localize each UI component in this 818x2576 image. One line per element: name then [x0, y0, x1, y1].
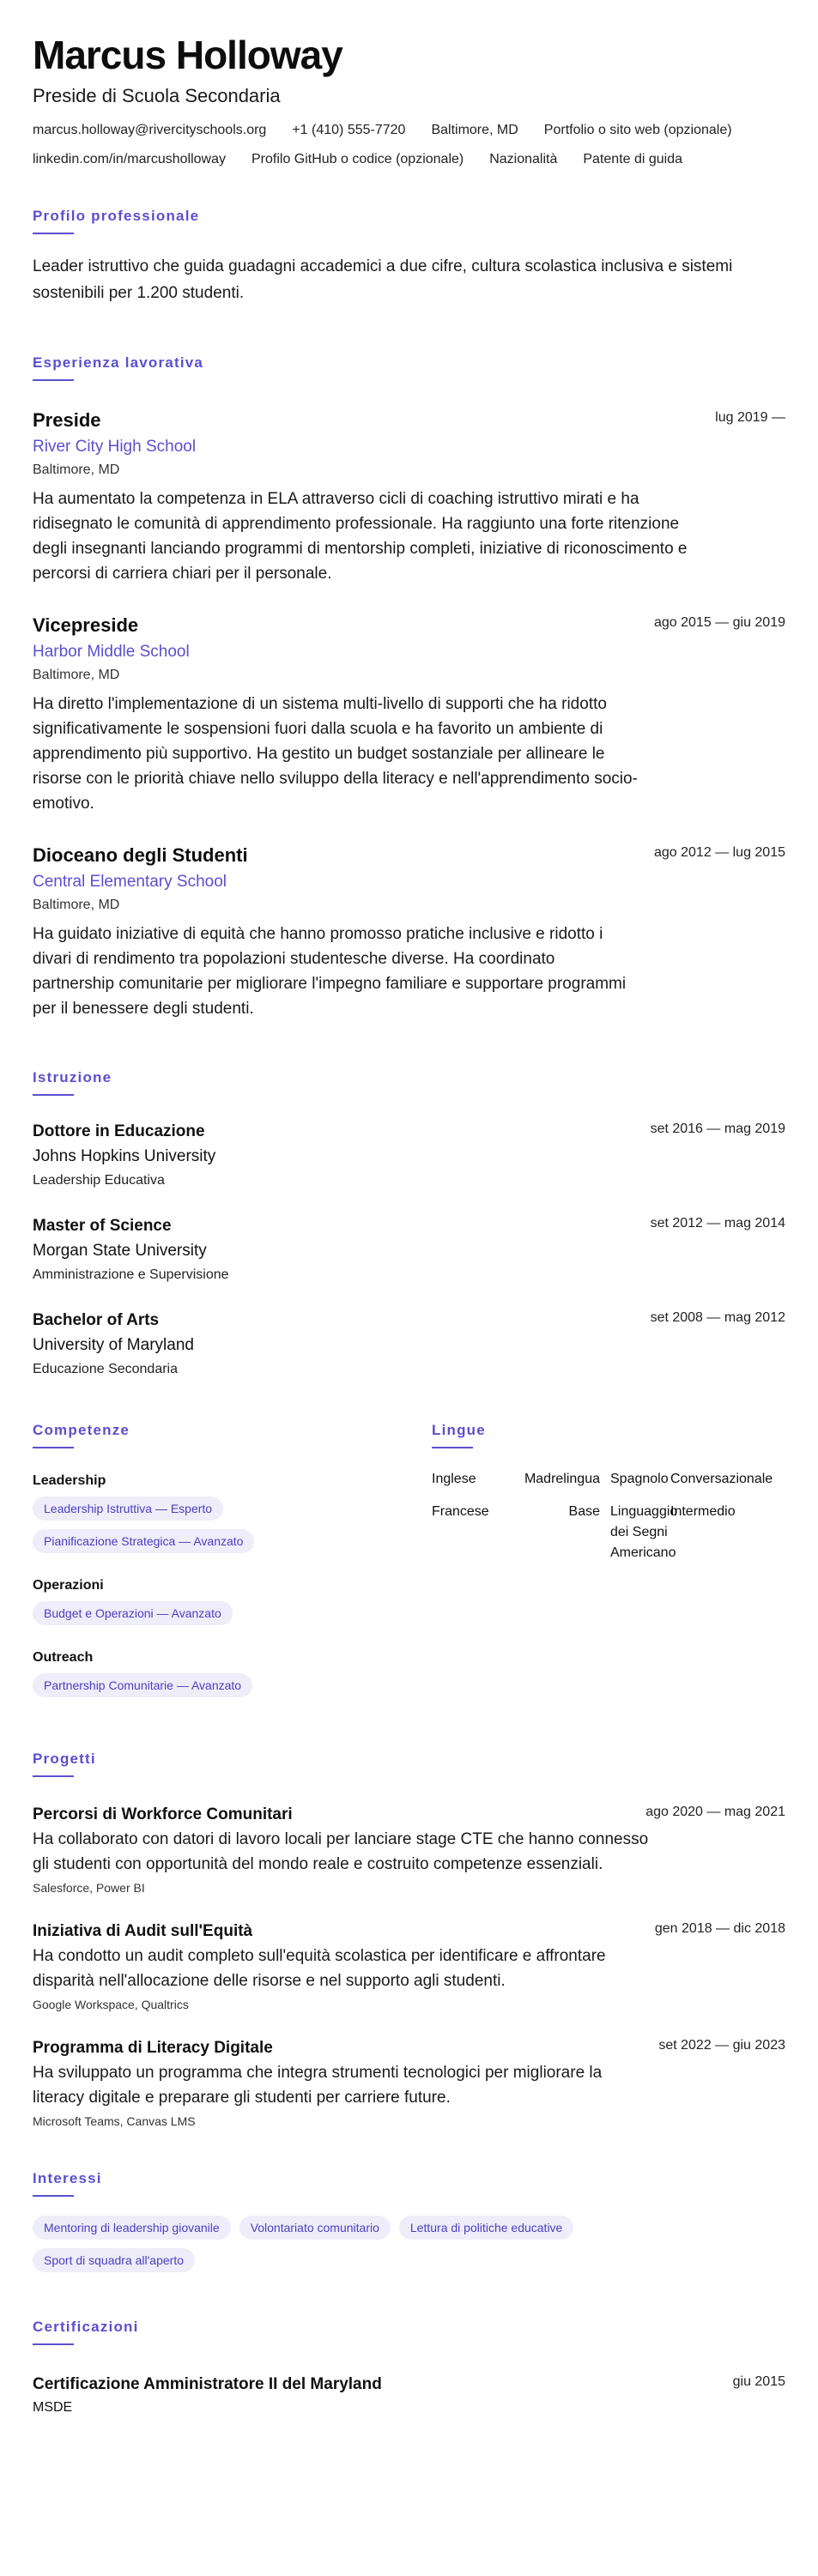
project-description: Ha condotto un audit completo sull'equità scolastica per identificare e affrontare disparità nell'allocazione delle risorse e nel supporto agli studenti. — [33, 1947, 606, 1990]
project-tech: Google Workspace, Qualtrics — [33, 1998, 189, 2011]
language-name: Spagnolo — [610, 1472, 669, 1486]
education-degree: Bachelor of Arts — [33, 1311, 160, 1329]
certification-date: giu 2015 — [732, 2374, 785, 2389]
contact-github[interactable]: Profilo GitHub o codice (opzionale) — [251, 152, 464, 166]
project-description: Ha sviluppato un programma che integra strumenti tecnologici per migliorare la literacy digitale e preparare gli studenti per carriere future. — [33, 2064, 603, 2107]
language-level: Intermedio — [670, 1504, 736, 1519]
interest-tags — [33, 2216, 685, 2281]
project-date: ago 2020 — mag 2021 — [645, 1805, 785, 1819]
section-title: Lingue — [432, 1422, 486, 1438]
education-date: set 2008 — mag 2012 — [650, 1310, 785, 1325]
contact-nationality: Nazionalità — [489, 152, 558, 166]
resume-header — [33, 31, 785, 180]
project-name: Programma di Literacy Digitale — [33, 2039, 273, 2057]
section-title: Profilo professionale — [33, 208, 200, 224]
project-entry — [33, 1805, 785, 1896]
project-entry — [33, 1921, 785, 2012]
skills-section — [33, 1422, 432, 1706]
job-location: Baltimore, MD — [33, 668, 120, 682]
interest-tag: Volontariato comunitario — [239, 2216, 391, 2240]
skill-category: Outreach — [33, 1650, 94, 1665]
interest-tag: Mentoring di leadership giovanile — [33, 2216, 231, 2240]
interest-tag: Sport di squadra all'aperto — [33, 2248, 195, 2272]
projects-section — [33, 1751, 785, 2129]
certification-entry — [33, 2374, 785, 2416]
language-level: Conversazionale — [670, 1472, 773, 1486]
job-title: Vicepreside — [33, 614, 139, 636]
language-name: Inglese — [432, 1472, 476, 1486]
contact-portfolio[interactable]: Portfolio o sito web (opzionale) — [543, 123, 732, 137]
job-location: Baltimore, MD — [33, 898, 120, 912]
education-field: Leadership Educativa — [33, 1173, 165, 1188]
job-description: Ha diretto l'implementazione di un sistema multi-livello di supporti che ha ridotto significativamente le sospensioni fuori dalla scuola e ha favorito un ambiente di apprendimento più supportivo. Ha gestito un budget sostanziale per allineare le risorse con le priorità chiave nello sviluppo della literacy e nell'apprendimento socio-emotivo. — [33, 695, 638, 813]
job-company: Harbor Middle School — [33, 643, 190, 661]
section-title: Certificazioni — [33, 2319, 139, 2335]
skill-category: Leadership — [33, 1473, 106, 1488]
experience-section — [33, 354, 785, 1021]
skill-tags — [33, 1673, 432, 1706]
language-level: Base — [568, 1504, 600, 1519]
section-title: Progetti — [33, 1751, 96, 1767]
education-entry — [33, 1122, 785, 1190]
education-entry — [33, 1216, 785, 1285]
skills-languages-row — [33, 1422, 785, 1706]
contact-linkedin[interactable]: linkedin.com/in/marcusholloway — [33, 152, 226, 166]
education-school: University of Maryland — [33, 1336, 194, 1354]
section-divider — [33, 1775, 74, 1777]
job-title: Dioceano degli Studenti — [33, 844, 248, 866]
interests-section — [33, 2170, 785, 2281]
interest-tag: Lettura di politiche educative — [399, 2216, 573, 2240]
contact-info — [33, 122, 785, 180]
certification-issuer: MSDE — [33, 2400, 73, 2415]
job-entry — [33, 614, 785, 816]
job-description: Ha aumentato la competenza in ELA attraverso cicli di coaching istruttivo mirati e ha ridisegnato le comunità di apprendimento professionale. Ha raggiunto una forte ritenzione degli insegnanti lanciando programmi di mentorship completi, iniziative di riconoscimento e percorsi di carriera chiari per il personale. — [33, 490, 688, 583]
project-date: set 2022 — giu 2023 — [658, 2038, 785, 2053]
education-school: Johns Hopkins University — [33, 1147, 216, 1165]
skill-tag: Budget e Operazioni — Avanzato — [33, 1601, 233, 1625]
education-field: Amministrazione e Supervisione — [33, 1267, 229, 1282]
section-title: Competenze — [33, 1422, 130, 1438]
candidate-name: Marcus Holloway — [33, 33, 342, 77]
education-degree: Master of Science — [33, 1217, 172, 1235]
section-divider — [33, 1447, 74, 1448]
education-field: Educazione Secondaria — [33, 1362, 179, 1376]
project-description: Ha collaborato con datori di lavoro locali per lanciare stage CTE che hanno connesso gli studenti con opportunità del mondo reale e costruito competenze essenziali. — [33, 1830, 649, 1873]
section-divider — [33, 2195, 74, 2197]
education-date: set 2012 — mag 2014 — [650, 1216, 785, 1231]
skill-tag: Leadership Istruttiva — Esperto — [33, 1497, 223, 1521]
languages-list — [432, 1469, 784, 1563]
language-name: Linguaggio dei Segni Americano — [610, 1504, 678, 1560]
project-tech: Salesforce, Power BI — [33, 1881, 145, 1895]
job-title: Preside — [33, 409, 101, 431]
contact-email[interactable]: marcus.holloway@rivercityschools.org — [33, 123, 267, 137]
summary-section — [33, 208, 785, 306]
job-company: Central Elementary School — [33, 873, 227, 891]
education-degree: Dottore in Educazione — [33, 1122, 205, 1140]
project-entry — [33, 2038, 785, 2129]
job-entry — [33, 844, 785, 1021]
section-divider — [33, 1094, 74, 1096]
education-entry — [33, 1310, 785, 1379]
job-date: ago 2015 — giu 2019 — [653, 615, 785, 630]
education-section — [33, 1069, 785, 1379]
project-name: Iniziativa di Audit sull'Equità — [33, 1922, 253, 1940]
language-level: Madrelingua — [524, 1472, 600, 1486]
contact-license: Patente di guida — [583, 152, 683, 166]
project-tech: Microsoft Teams, Canvas LMS — [33, 2114, 196, 2128]
job-location: Baltimore, MD — [33, 463, 120, 477]
skill-tag: Pianificazione Strategica — Avanzato — [33, 1529, 254, 1553]
job-date: lug 2019 — — [715, 410, 785, 425]
project-date: gen 2018 — dic 2018 — [654, 1921, 785, 1936]
section-divider — [432, 1447, 473, 1448]
candidate-role: Preside di Scuola Secondaria — [33, 85, 281, 106]
section-divider — [33, 233, 74, 234]
summary-text: Leader istruttivo che guida guadagni accademici a due cifre, cultura scolastica inclusiva e sistemi sostenibili per 1.200 studenti. — [33, 257, 733, 302]
skill-tags — [33, 1601, 432, 1634]
certifications-section — [33, 2319, 785, 2416]
language-name: Francese — [432, 1504, 489, 1519]
education-school: Morgan State University — [33, 1242, 207, 1260]
section-title: Esperienza lavorativa — [33, 354, 204, 371]
job-date: ago 2012 — lug 2015 — [653, 845, 785, 860]
certification-name: Certificazione Amministratore II del Maryland — [33, 2375, 382, 2393]
contact-phone[interactable]: +1 (410) 555-7720 — [292, 123, 406, 137]
education-date: set 2016 — mag 2019 — [650, 1122, 785, 1136]
languages-section — [432, 1422, 784, 1706]
job-entry — [33, 408, 785, 586]
contact-location: Baltimore, MD — [431, 123, 518, 137]
section-divider — [33, 379, 74, 381]
skill-tag: Partnership Comunitarie — Avanzato — [33, 1673, 252, 1697]
skill-category: Operazioni — [33, 1578, 104, 1593]
job-company: River City High School — [33, 438, 197, 456]
section-divider — [33, 2343, 74, 2345]
job-description: Ha guidato iniziative di equità che hanno promosso pratiche inclusive e ridotto i divari di rendimento tra popolazioni studentesche diverse. Ha coordinato partnership comunitarie per migliorare l'impegno familiare e supportare programmi per il benessere degli studenti. — [33, 925, 627, 1018]
project-name: Percorsi di Workforce Comunitari — [33, 1805, 293, 1823]
section-title: Interessi — [33, 2170, 102, 2186]
section-title: Istruzione — [33, 1069, 112, 1085]
skill-tags — [33, 1497, 432, 1562]
